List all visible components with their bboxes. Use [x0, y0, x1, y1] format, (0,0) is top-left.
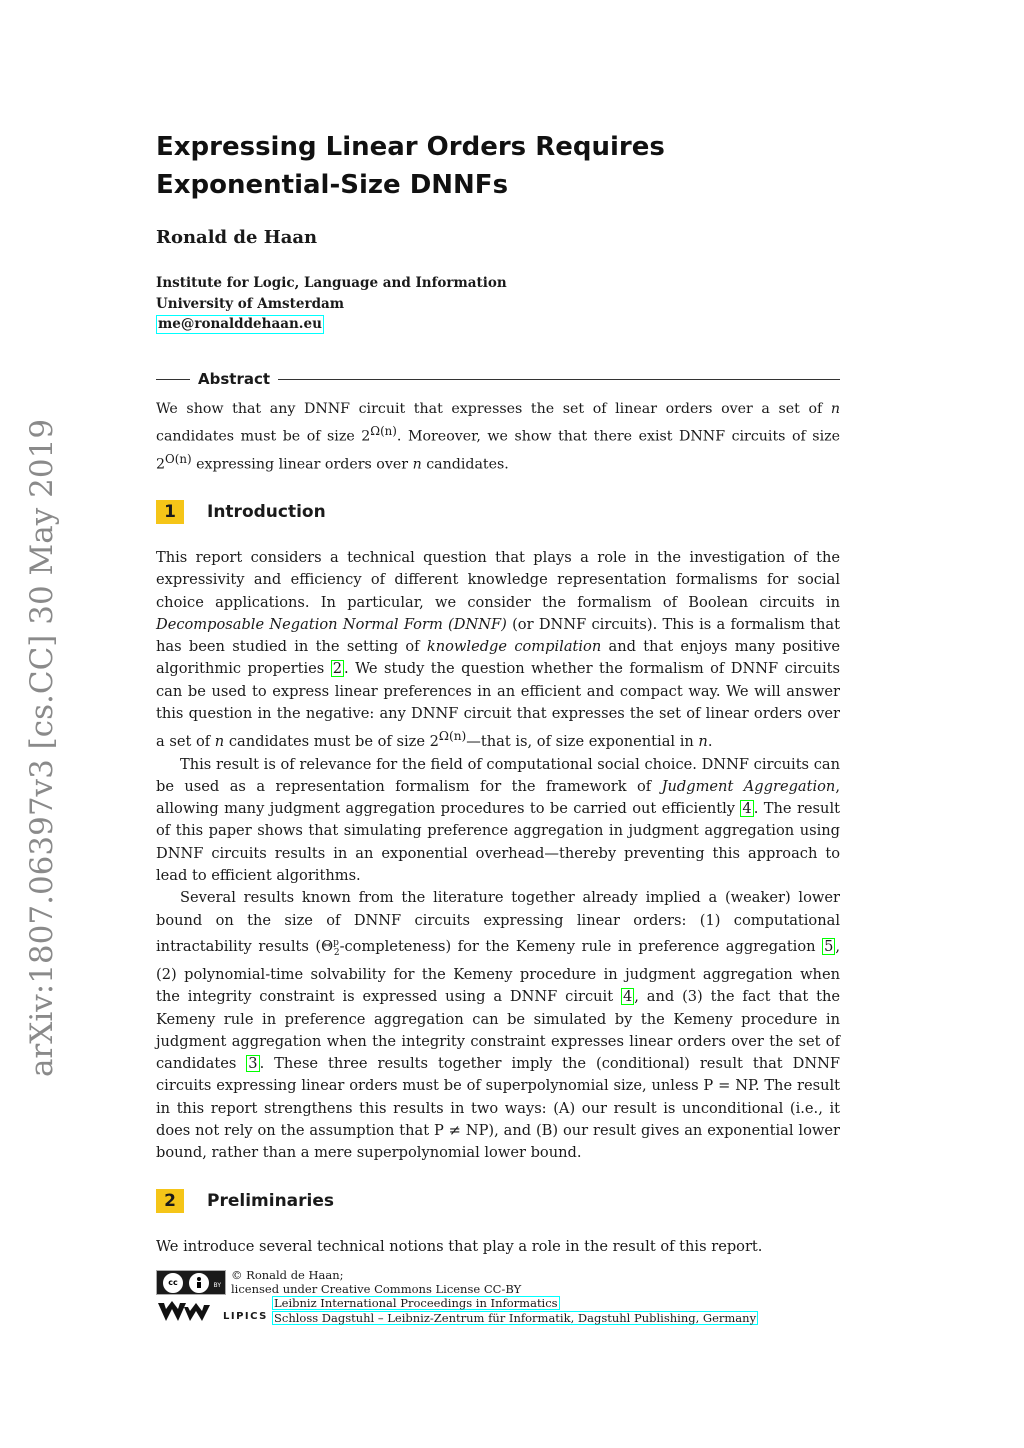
publisher-link[interactable]: Schloss Dagstuhl – Leibniz-Zentrum für Informatik, Dagstuhl Publishing, Germany: [274, 1311, 757, 1325]
lipics-logo-icon: [158, 1301, 220, 1323]
preliminaries-text: We introduce several technical notions that play a role in the result of this report.: [156, 1238, 763, 1255]
intro-paragraph-1: This report considers a technical question that plays a role in the investigation of the expressivity and efficiency of different knowledge representation formalisms for social choice applications. In particular, we consider the formalism of Boolean circuits in Decomposable Negation Normal Form (DNNF) (or DNNF circuits). This is a formalism that has been studied in the setting of knowledge compilation and that enjoys many positive algorithmic properties 2 . We study the question whether the formalism of DNNF circuits can be used to express linear preferences in an efficient and compact way. We will answer this question in the negative: any DNNF circuit that expresses the set of linear orders over a set of n candidates must be of size $2^{\Omega(n)}—that$ is, of size exponential in n.: [156, 549, 841, 751]
lipics-wordmark: LIPICS: [223, 1311, 268, 1322]
series-link[interactable]: Leibniz International Proceedings in Informatics: [274, 1296, 558, 1310]
citation-link[interactable]: 4: [742, 800, 752, 818]
citation-link[interactable]: 4: [622, 988, 633, 1006]
title-line-2: Exponential-Size DNNFs: [156, 170, 509, 200]
abstract-rule-right: [278, 379, 840, 380]
paper-title: [156, 128, 840, 204]
citation-link[interactable]: 3: [248, 1055, 258, 1073]
university-name: University of Amsterdam: [156, 295, 345, 312]
abstract-heading: [156, 370, 840, 388]
by-person-icon: [189, 1273, 209, 1293]
abstract-title: Abstract: [198, 370, 271, 388]
institute-name: Institute for Logic, Language and Information: [156, 275, 507, 291]
section-number-badge: 1: [156, 500, 184, 524]
by-label: BY: [213, 1282, 221, 1289]
email-link[interactable]: me@ronalddehaan.eu: [158, 316, 322, 332]
author-name: Ronald de Haan: [156, 227, 318, 248]
license-line: licensed under Creative Commons License CC-BY: [231, 1282, 522, 1296]
cc-by-badge: [156, 1270, 226, 1295]
section-title: Introduction: [207, 502, 326, 522]
abstract-rule-left: [156, 379, 190, 380]
intro-paragraph-2: This result is of relevance for the field of computational social choice. DNNF circuits can be used as a representation formalism for the framework of Judgment Aggregation, allowing many judgment aggregation procedures to be carried out efficiently 4 . The result of this paper shows that simulating preference aggregation in judgment aggregation using DNNF circuits results in an exponential overhead—thereby preventing this approach to lead to efficient algorithms.: [156, 755, 840, 885]
copyright-line: © Ronald de Haan;: [231, 1268, 344, 1282]
publisher-info: [272, 1296, 758, 1326]
title-line-1: Expressing Linear Orders Requires: [156, 132, 665, 162]
section-heading-introduction: [156, 500, 326, 524]
intro-paragraph-3: Several results known from the literature together already implied a (weaker) lower bound on the size of DNNF circuits expressing linear orders: (1) computational intractability results $(\Theta^p_2-completeness)$ for the Kemeny rule in preference aggregation 5 , (2) polynomial-time solvability for the Kemeny procedure in judgment aggregation when the integrity constraint is expressed using a DNNF circuit 4 , and (3) the fact that the Kemeny rule in preference aggregation can be simulated by the Kemeny procedure in judgment aggregation when the integrity constraint expresses linear orders over the set of candidates 3 . These three results together imply the (conditional) result that DNNF circuits expressing linear orders must be of superpolynomial size, unless P = NP. The result in this report strengthens this results in two ways: (A) our result is unconditional (i.e., it does not rely on the assumption that P ≠ NP), and (B) our result gives an exponential lower bound, rather than a mere superpolynomial lower bound.: [156, 889, 841, 1162]
abstract-text: We show that any DNNF circuit that expresses the set of linear orders over a set of n candidates must be of size $2^{\Omega(n)}$. Moreover, we show that there exist DNNF circuits of size $2^{O(n)}$ expressing linear orders over n candidates.: [156, 401, 840, 473]
affiliation-block: [156, 273, 507, 335]
arxiv-identifier: arXiv:1807.06397v3 [cs.CC] 30 May 2019: [24, 418, 60, 1078]
section-title: Preliminaries: [207, 1191, 335, 1211]
section-heading-preliminaries: [156, 1189, 334, 1213]
introduction-body: [156, 547, 840, 1165]
cc-icon: cc: [163, 1273, 183, 1293]
license-text: [231, 1268, 521, 1296]
citation-link[interactable]: 5: [824, 937, 834, 955]
citation-link[interactable]: 2: [332, 660, 342, 678]
section-number-badge: 2: [156, 1189, 184, 1213]
